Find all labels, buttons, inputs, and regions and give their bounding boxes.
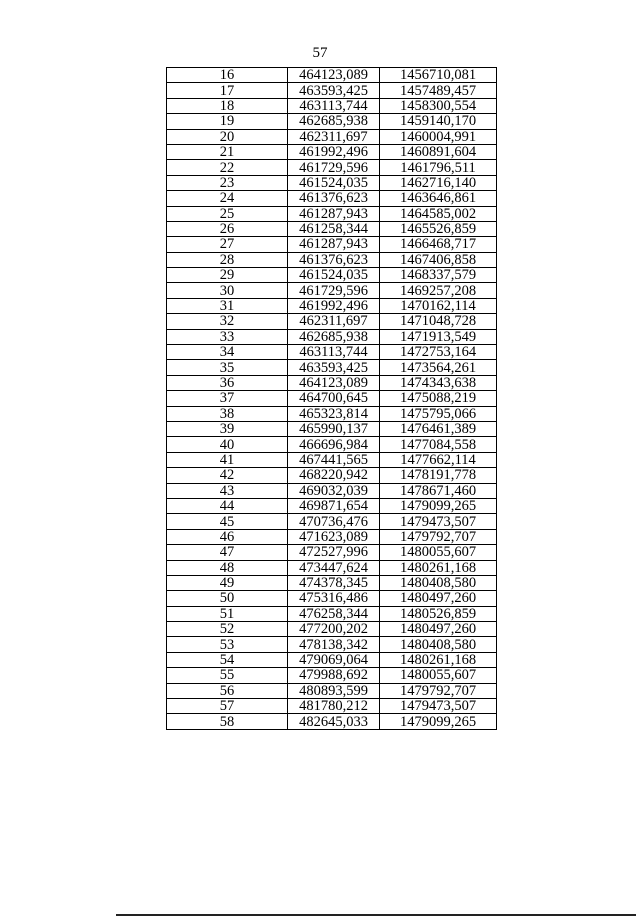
x-coordinate-cell: 481780,212	[288, 699, 380, 714]
y-coordinate-cell: 1475088,219	[380, 391, 497, 406]
y-coordinate-cell: 1479792,707	[380, 529, 497, 544]
x-coordinate-cell: 463593,425	[288, 360, 380, 375]
y-coordinate-cell: 1463646,861	[380, 191, 497, 206]
y-coordinate-cell: 1480526,859	[380, 606, 497, 621]
y-coordinate-cell: 1480055,607	[380, 668, 497, 683]
y-coordinate-cell: 1477662,114	[380, 452, 497, 467]
x-coordinate-cell: 461524,035	[288, 175, 380, 190]
x-coordinate-cell: 461992,496	[288, 144, 380, 159]
point-number-cell: 25	[167, 206, 288, 221]
x-coordinate-cell: 482645,033	[288, 714, 380, 729]
table-row	[167, 114, 497, 129]
point-number-cell: 17	[167, 83, 288, 98]
table-row	[167, 237, 497, 252]
table-row	[167, 606, 497, 621]
table-row	[167, 560, 497, 575]
x-coordinate-cell: 474378,345	[288, 575, 380, 590]
point-number-cell: 53	[167, 637, 288, 652]
y-coordinate-cell: 1479473,507	[380, 514, 497, 529]
table-row	[167, 545, 497, 560]
y-coordinate-cell: 1469257,208	[380, 283, 497, 298]
table-row	[167, 268, 497, 283]
x-coordinate-cell: 461287,943	[288, 237, 380, 252]
point-number-cell: 57	[167, 699, 288, 714]
table-row	[167, 652, 497, 667]
coordinates-table	[166, 67, 497, 730]
table-row	[167, 668, 497, 683]
point-number-cell: 46	[167, 529, 288, 544]
point-number-cell: 34	[167, 345, 288, 360]
page-number: 57	[312, 45, 328, 61]
y-coordinate-cell: 1471913,549	[380, 329, 497, 344]
table-row	[167, 68, 497, 83]
point-number-cell: 32	[167, 314, 288, 329]
point-number-cell: 45	[167, 514, 288, 529]
point-number-cell: 33	[167, 329, 288, 344]
table-row	[167, 298, 497, 313]
table-row	[167, 83, 497, 98]
point-number-cell: 16	[167, 68, 288, 83]
x-coordinate-cell: 465323,814	[288, 406, 380, 421]
table-row	[167, 714, 497, 729]
y-coordinate-cell: 1466468,717	[380, 237, 497, 252]
y-coordinate-cell: 1467406,858	[380, 252, 497, 267]
table-row	[167, 683, 497, 698]
y-coordinate-cell: 1478191,778	[380, 468, 497, 483]
y-coordinate-cell: 1460891,604	[380, 144, 497, 159]
x-coordinate-cell: 461524,035	[288, 268, 380, 283]
x-coordinate-cell: 468220,942	[288, 468, 380, 483]
y-coordinate-cell: 1479792,707	[380, 683, 497, 698]
table-row	[167, 206, 497, 221]
y-coordinate-cell: 1457489,457	[380, 83, 497, 98]
table-row	[167, 221, 497, 236]
x-coordinate-cell: 461729,596	[288, 160, 380, 175]
x-coordinate-cell: 479988,692	[288, 668, 380, 683]
table-row	[167, 498, 497, 513]
x-coordinate-cell: 464700,645	[288, 391, 380, 406]
table-row	[167, 329, 497, 344]
point-number-cell: 35	[167, 360, 288, 375]
x-coordinate-cell: 469032,039	[288, 483, 380, 498]
y-coordinate-cell: 1477084,558	[380, 437, 497, 452]
point-number-cell: 49	[167, 575, 288, 590]
x-coordinate-cell: 462685,938	[288, 329, 380, 344]
point-number-cell: 54	[167, 652, 288, 667]
table-row	[167, 175, 497, 190]
x-coordinate-cell: 478138,342	[288, 637, 380, 652]
y-coordinate-cell: 1480408,580	[380, 575, 497, 590]
x-coordinate-cell: 463593,425	[288, 83, 380, 98]
y-coordinate-cell: 1480497,260	[380, 622, 497, 637]
point-number-cell: 18	[167, 98, 288, 113]
point-number-cell: 20	[167, 129, 288, 144]
y-coordinate-cell: 1480261,168	[380, 560, 497, 575]
point-number-cell: 37	[167, 391, 288, 406]
point-number-cell: 36	[167, 375, 288, 390]
y-coordinate-cell: 1468337,579	[380, 268, 497, 283]
x-coordinate-cell: 470736,476	[288, 514, 380, 529]
x-coordinate-cell: 461376,623	[288, 191, 380, 206]
x-coordinate-cell: 471623,089	[288, 529, 380, 544]
y-coordinate-cell: 1478671,460	[380, 483, 497, 498]
y-coordinate-cell: 1479473,507	[380, 699, 497, 714]
y-coordinate-cell: 1480055,607	[380, 545, 497, 560]
x-coordinate-cell: 461287,943	[288, 206, 380, 221]
point-number-cell: 21	[167, 144, 288, 159]
point-number-cell: 19	[167, 114, 288, 129]
table-row	[167, 314, 497, 329]
x-coordinate-cell: 461376,623	[288, 252, 380, 267]
y-coordinate-cell: 1456710,081	[380, 68, 497, 83]
point-number-cell: 28	[167, 252, 288, 267]
y-coordinate-cell: 1470162,114	[380, 298, 497, 313]
table-row	[167, 360, 497, 375]
x-coordinate-cell: 463113,744	[288, 345, 380, 360]
point-number-cell: 39	[167, 421, 288, 436]
table-row	[167, 591, 497, 606]
point-number-cell: 23	[167, 175, 288, 190]
y-coordinate-cell: 1479099,265	[380, 714, 497, 729]
table-row	[167, 144, 497, 159]
point-number-cell: 30	[167, 283, 288, 298]
point-number-cell: 56	[167, 683, 288, 698]
point-number-cell: 48	[167, 560, 288, 575]
table-row	[167, 191, 497, 206]
x-coordinate-cell: 462311,697	[288, 314, 380, 329]
x-coordinate-cell: 463113,744	[288, 98, 380, 113]
y-coordinate-cell: 1458300,554	[380, 98, 497, 113]
x-coordinate-cell: 479069,064	[288, 652, 380, 667]
y-coordinate-cell: 1462716,140	[380, 175, 497, 190]
table-row	[167, 468, 497, 483]
point-number-cell: 43	[167, 483, 288, 498]
table-row	[167, 575, 497, 590]
point-number-cell: 40	[167, 437, 288, 452]
y-coordinate-cell: 1480497,260	[380, 591, 497, 606]
x-coordinate-cell: 480893,599	[288, 683, 380, 698]
table-row	[167, 375, 497, 390]
point-number-cell: 42	[167, 468, 288, 483]
y-coordinate-cell: 1464585,002	[380, 206, 497, 221]
x-coordinate-cell: 466696,984	[288, 437, 380, 452]
x-coordinate-cell: 464123,089	[288, 375, 380, 390]
point-number-cell: 47	[167, 545, 288, 560]
point-number-cell: 50	[167, 591, 288, 606]
x-coordinate-cell: 477200,202	[288, 622, 380, 637]
point-number-cell: 29	[167, 268, 288, 283]
x-coordinate-cell: 461258,344	[288, 221, 380, 236]
table-row	[167, 699, 497, 714]
x-coordinate-cell: 473447,624	[288, 560, 380, 575]
table-row	[167, 406, 497, 421]
x-coordinate-cell: 462311,697	[288, 129, 380, 144]
y-coordinate-cell: 1472753,164	[380, 345, 497, 360]
y-coordinate-cell: 1473564,261	[380, 360, 497, 375]
x-coordinate-cell: 465990,137	[288, 421, 380, 436]
y-coordinate-cell: 1459140,170	[380, 114, 497, 129]
y-coordinate-cell: 1479099,265	[380, 498, 497, 513]
table-row	[167, 483, 497, 498]
point-number-cell: 52	[167, 622, 288, 637]
point-number-cell: 38	[167, 406, 288, 421]
x-coordinate-cell: 472527,996	[288, 545, 380, 560]
table-row	[167, 637, 497, 652]
point-number-cell: 44	[167, 498, 288, 513]
table-row	[167, 452, 497, 467]
point-number-cell: 24	[167, 191, 288, 206]
y-coordinate-cell: 1475795,066	[380, 406, 497, 421]
x-coordinate-cell: 467441,565	[288, 452, 380, 467]
x-coordinate-cell: 462685,938	[288, 114, 380, 129]
y-coordinate-cell: 1480261,168	[380, 652, 497, 667]
table-row	[167, 283, 497, 298]
x-coordinate-cell: 464123,089	[288, 68, 380, 83]
table-row	[167, 421, 497, 436]
y-coordinate-cell: 1480408,580	[380, 637, 497, 652]
point-number-cell: 27	[167, 237, 288, 252]
table-row	[167, 529, 497, 544]
x-coordinate-cell: 475316,486	[288, 591, 380, 606]
y-coordinate-cell: 1460004,991	[380, 129, 497, 144]
point-number-cell: 26	[167, 221, 288, 236]
x-coordinate-cell: 461729,596	[288, 283, 380, 298]
y-coordinate-cell: 1476461,389	[380, 421, 497, 436]
y-coordinate-cell: 1465526,859	[380, 221, 497, 236]
coordinates-table-body	[167, 68, 497, 730]
table-row	[167, 160, 497, 175]
x-coordinate-cell: 461992,496	[288, 298, 380, 313]
table-row	[167, 252, 497, 267]
y-coordinate-cell: 1471048,728	[380, 314, 497, 329]
x-coordinate-cell: 469871,654	[288, 498, 380, 513]
table-row	[167, 391, 497, 406]
point-number-cell: 58	[167, 714, 288, 729]
point-number-cell: 55	[167, 668, 288, 683]
x-coordinate-cell: 476258,344	[288, 606, 380, 621]
y-coordinate-cell: 1461796,511	[380, 160, 497, 175]
table-row	[167, 345, 497, 360]
point-number-cell: 41	[167, 452, 288, 467]
bottom-rule	[116, 914, 636, 916]
point-number-cell: 51	[167, 606, 288, 621]
y-coordinate-cell: 1474343,638	[380, 375, 497, 390]
point-number-cell: 22	[167, 160, 288, 175]
table-row	[167, 437, 497, 452]
table-row	[167, 514, 497, 529]
point-number-cell: 31	[167, 298, 288, 313]
table-row	[167, 129, 497, 144]
table-row	[167, 622, 497, 637]
table-row	[167, 98, 497, 113]
